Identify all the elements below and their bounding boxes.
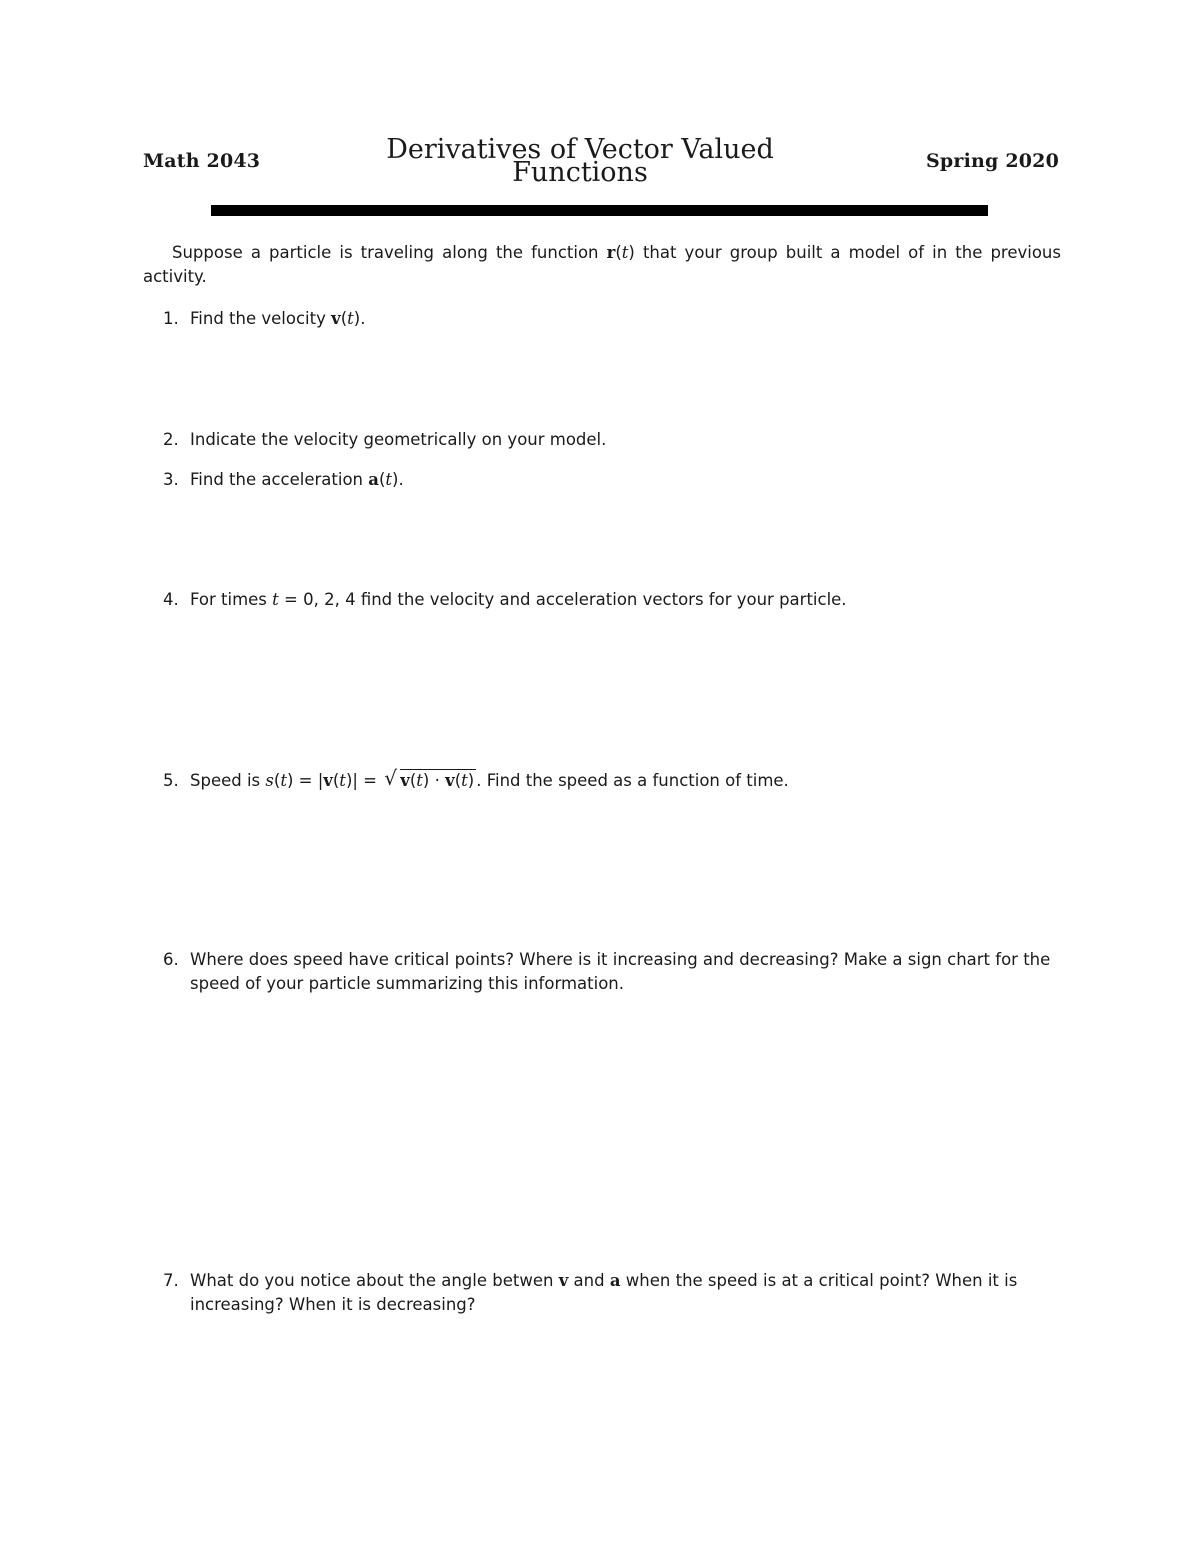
page-title [330, 134, 830, 188]
var-t: t [347, 309, 354, 328]
text: Find the velocity [190, 309, 332, 328]
var-t: t [385, 470, 393, 489]
intro-paragraph [143, 241, 1061, 289]
paren: ( [454, 771, 462, 790]
question-text: Indicate the velocity geometrically on your model. [190, 430, 607, 449]
text: ) = | [286, 771, 324, 790]
radical-sign: √ [384, 766, 397, 790]
header-rule [211, 205, 988, 216]
text: )| = [345, 771, 383, 790]
radicand [400, 769, 476, 790]
r-vector: r [606, 243, 616, 262]
question-text [190, 307, 1061, 331]
question-text [190, 468, 1061, 492]
question-text [190, 766, 1061, 793]
v-vector: v [400, 771, 410, 790]
question-1 [143, 307, 1061, 331]
intro-text: Suppose a particle is traveling along the function [172, 243, 607, 262]
text: ). [353, 309, 366, 328]
var-t: t [416, 771, 423, 790]
intro-text: ) that your group built a model of in the previous activity. [143, 243, 1061, 286]
paren: ( [340, 309, 348, 328]
question-2 [143, 428, 1061, 452]
text: Speed is [190, 771, 266, 790]
question-number: 1. [163, 309, 179, 328]
text: = 0, 2, 4 find the velocity and acceleration vectors for your particle. [278, 590, 847, 609]
v-vector: v [323, 771, 333, 790]
question-text [190, 1269, 1061, 1317]
text: For times [190, 590, 273, 609]
question-7 [143, 1269, 1061, 1317]
question-text: Where does speed have critical points? Where is it increasing and decreasing? Make a sign chart for the speed of your particle summarizing this information. [190, 950, 1051, 993]
v-vector: v [445, 771, 455, 790]
question-6 [143, 948, 1061, 996]
question-number: 3. [163, 470, 179, 489]
v-vector: v [331, 309, 341, 328]
text: . Find the speed as a function of time. [476, 771, 789, 790]
question-3 [143, 468, 1061, 492]
paren: ( [273, 771, 281, 790]
question-5 [143, 766, 1061, 793]
paren: ( [409, 771, 417, 790]
paren: ( [332, 771, 340, 790]
a-vector: a [609, 1271, 621, 1290]
var-t: t [339, 771, 346, 790]
text: ) · [422, 771, 446, 790]
text: ). [392, 470, 404, 489]
text: when the speed is at a critical point? When it is increasing? When it is decreasing? [190, 1271, 1018, 1314]
text: What do you notice about the angle betwen [190, 1271, 559, 1290]
course-number: Math 2043 [143, 150, 261, 172]
question-number: 5. [163, 771, 179, 790]
v-vector: v [558, 1271, 569, 1290]
term: Spring 2020 [925, 150, 1059, 172]
a-vector: a [368, 470, 379, 489]
var-t: t [461, 771, 468, 790]
title-line-2: Functions [512, 157, 648, 188]
text: Find the acceleration [190, 470, 369, 489]
square-root [384, 766, 476, 793]
paren: ( [378, 470, 386, 489]
var-t: t [272, 590, 279, 609]
question-text [190, 588, 1061, 612]
var-s: s [265, 771, 274, 790]
title-line-1: Derivatives of Vector Valued [386, 134, 774, 165]
question-number: 6. [163, 950, 179, 969]
question-4 [143, 588, 1061, 612]
question-number: 4. [163, 590, 179, 609]
text: and [568, 1271, 610, 1290]
question-number: 2. [163, 430, 179, 449]
question-number: 7. [163, 1271, 179, 1290]
var-t: t [280, 771, 287, 790]
paren: ( [615, 243, 622, 262]
var-t: t [621, 243, 629, 262]
paren: ) [467, 771, 475, 790]
